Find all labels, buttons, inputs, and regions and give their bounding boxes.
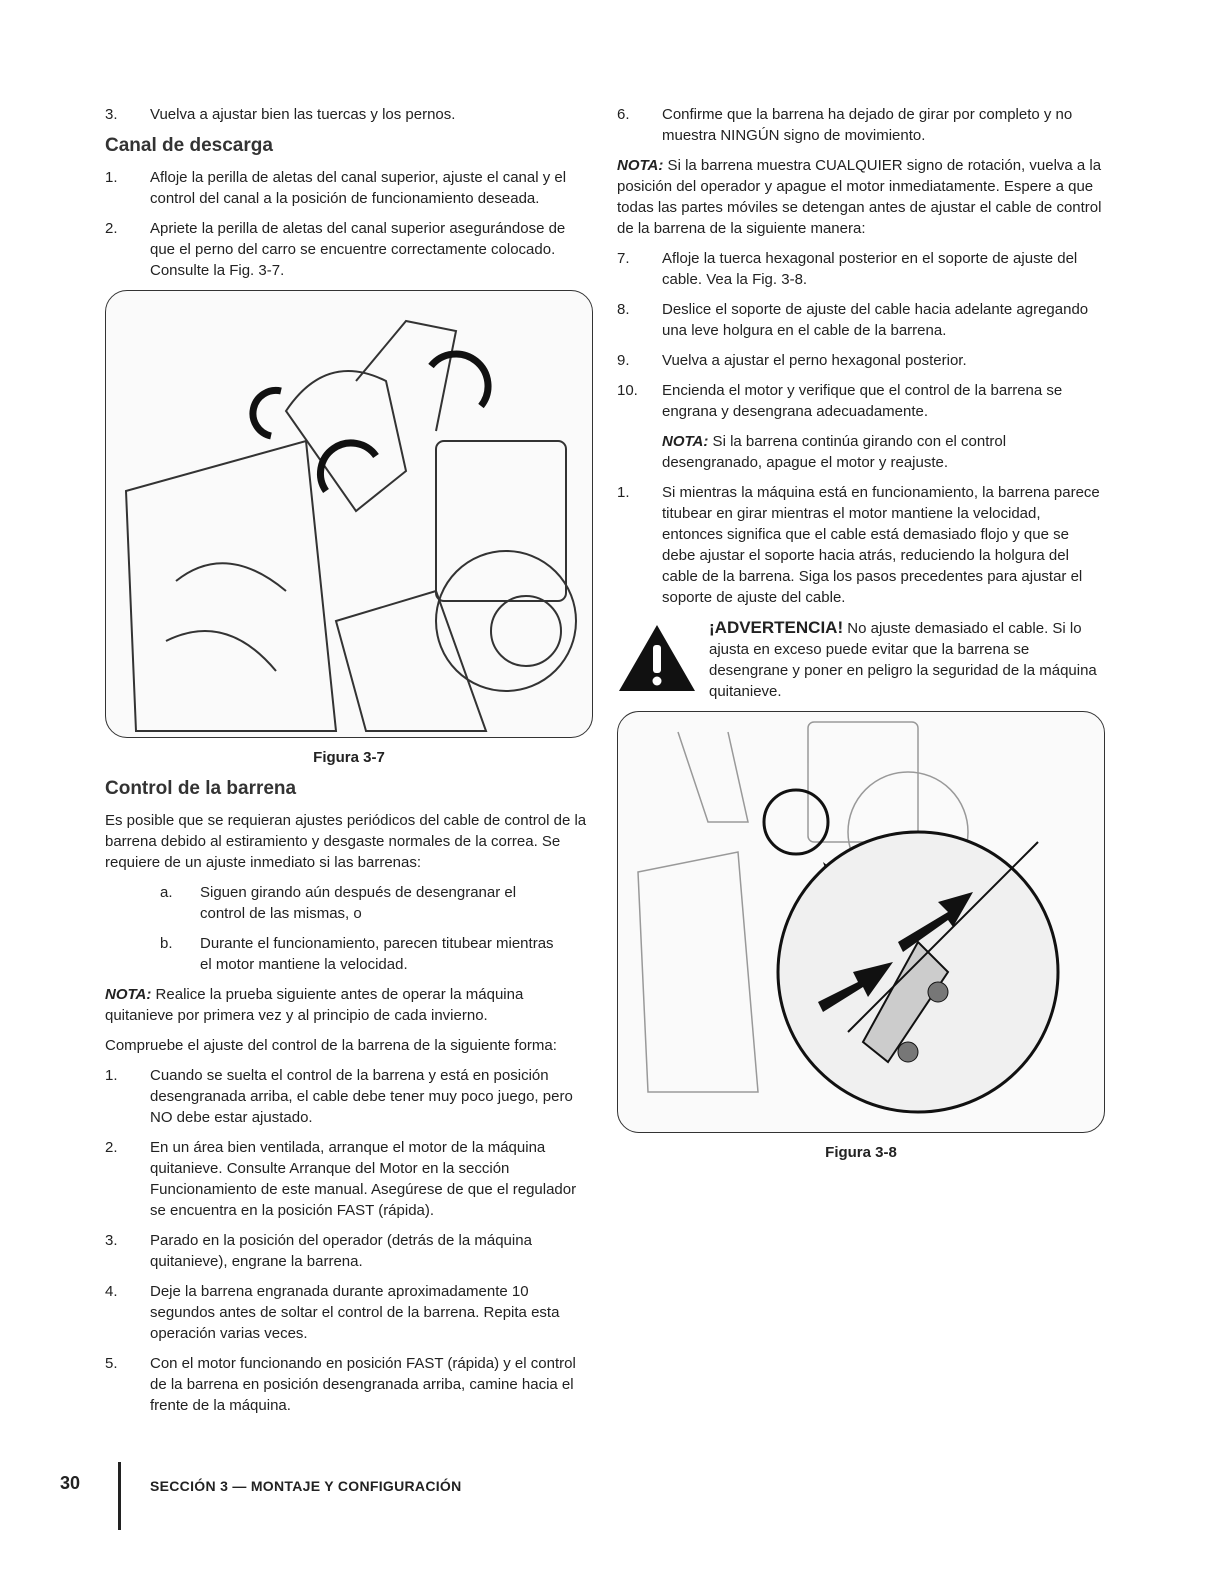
item-number: 3. <box>105 1232 118 1249</box>
note-paragraph <box>617 155 1105 239</box>
item-number: 1. <box>617 484 630 501</box>
list-item <box>105 167 593 209</box>
figure-caption: Figura 3-7 <box>313 749 385 766</box>
list-item <box>105 1065 593 1128</box>
left-column <box>105 104 593 1425</box>
item-number: 2. <box>105 1139 118 1156</box>
warning-box <box>617 617 1105 702</box>
warning-body: No ajuste demasiado el cable. Si lo ajusta en exceso puede evitar que la barrena se desengrane y poner en peligro la seguridad de la máquina quitanieve. <box>709 620 1097 700</box>
item-number: 3. <box>105 106 118 123</box>
item-text: Encienda el motor y verifique que el control de la barrena se engrana y desengrana adecuadamente. <box>662 382 1063 420</box>
list-item <box>105 218 593 281</box>
cable-adjustment-bracket-illustration <box>618 712 1104 1132</box>
list-item <box>617 104 1105 146</box>
figure-caption: Figura 3-8 <box>825 1144 897 1161</box>
note-text: Realice la prueba siguiente antes de operar la máquina quitanieve por primera vez y al principio de cada invierno. <box>105 986 524 1024</box>
check-paragraph: Compruebe el ajuste del control de la barrena de la siguiente forma: <box>105 1037 557 1054</box>
list-item <box>160 882 560 924</box>
item-text: Vuelva a ajustar el perno hexagonal posterior. <box>662 352 967 369</box>
footer-divider <box>118 1462 121 1530</box>
item-text: Apriete la perilla de aletas del canal superior asegurándose de que el perno del carro se encuentre correctamente colocado. Consulte la Fig. 3-7. <box>150 220 566 279</box>
item-number: 5. <box>105 1355 118 1372</box>
intro-paragraph: Es posible que se requieran ajustes periódicos del cable de control de la barrena debido al estiramiento y desgaste normales de la correa. Se requiere de un ajuste inmediato si las barrenas: <box>105 812 587 871</box>
item-number: 4. <box>105 1283 118 1300</box>
warning-triangle-icon <box>617 623 697 693</box>
item-text: Si mientras la máquina está en funcionamiento, la barrena parece titubear en girar mientras el motor mantiene la velocidad, entonces significa que el cable está demasiado flojo y que se debe ajustar el soporte hacia atrás, reduciendo la holgura del cable de la barrena. Siga los pasos precedentes para ajustar el soporte de ajuste del cable. <box>662 484 1100 606</box>
list-item <box>105 1137 593 1221</box>
item-text: Durante el funcionamiento, parecen titubear mientras el motor mantiene la velocidad. <box>200 935 554 973</box>
item-number: 2. <box>105 220 118 237</box>
note-text: Si la barrena continúa girando con el control desengranado, apague el motor y reajuste. <box>662 433 1007 471</box>
item-number: a. <box>160 884 173 901</box>
warning-text <box>709 617 1099 702</box>
section-heading-control: Control de la barrena <box>105 778 297 799</box>
item-text: Deslice el soporte de ajuste del cable hacia adelante agregando una leve holgura en el cable de la barrena. <box>662 301 1089 339</box>
list-item <box>160 933 560 975</box>
snowblower-chute-illustration <box>106 291 592 737</box>
section-heading-canal: Canal de descarga <box>105 135 273 156</box>
item-text: Con el motor funcionando en posición FAST (rápida) y el control de la barrena en posición desengranada arriba, camine hacia el frente de la máquina. <box>150 1355 576 1414</box>
figure-3-8-illustration <box>617 711 1105 1133</box>
item-text: Confirme que la barrena ha dejado de girar por completo y no muestra NINGÚN signo de movimiento. <box>662 106 1073 144</box>
item-number: 1. <box>105 169 118 186</box>
list-item <box>617 248 1105 290</box>
list-item <box>617 482 1105 608</box>
item-text: Deje la barrena engranada durante aproximadamente 10 segundos antes de soltar el control de la barrena. Repita esta operación varias veces. <box>150 1283 560 1342</box>
item-text: Cuando se suelta el control de la barrena y está en posición desengranada arriba, el cable debe tener muy poco juego, pero NO debe estar ajustado. <box>150 1067 573 1126</box>
item-number: 7. <box>617 250 630 267</box>
note-paragraph <box>662 431 1105 473</box>
item-number: 6. <box>617 106 630 123</box>
item-text: En un área bien ventilada, arranque el motor de la máquina quitanieve. Consulte Arranque del Motor en la sección Funcionamiento de este manual. Asegúrese de que el regulador se encuentra en la posición FAST (rápida). <box>150 1139 577 1219</box>
note-label: NOTA: <box>617 157 664 174</box>
list-item <box>617 299 1105 341</box>
section-footer: SECCIÓN 3 — MONTAJE Y CONFIGURACIÓN <box>150 1478 462 1494</box>
item-text: Afloje la perilla de aletas del canal superior, ajuste el canal y el control del canal a la posición de funcionamiento deseada. <box>150 169 567 207</box>
item-text: Vuelva a ajustar bien las tuercas y los pernos. <box>150 106 456 123</box>
warning-label: ¡ADVERTENCIA! <box>709 618 844 637</box>
note-paragraph <box>105 984 593 1026</box>
item-text: Siguen girando aún después de desengranar el control de las mismas, o <box>200 884 517 922</box>
note-label: NOTA: <box>105 986 152 1003</box>
list-item <box>105 104 593 125</box>
item-number: 10. <box>617 382 638 399</box>
list-item <box>105 1230 593 1272</box>
right-column <box>617 104 1105 1172</box>
list-item <box>105 1353 593 1416</box>
item-text: Afloje la tuerca hexagonal posterior en el soporte de ajuste del cable. Vea la Fig. 3-8. <box>662 250 1078 288</box>
list-item <box>617 380 1105 422</box>
item-number: 9. <box>617 352 630 369</box>
note-label: NOTA: <box>662 433 709 450</box>
list-item <box>617 350 1105 371</box>
item-number: b. <box>160 935 173 952</box>
list-item <box>105 1281 593 1344</box>
item-number: 8. <box>617 301 630 318</box>
figure-3-7-illustration <box>105 290 593 738</box>
page-number: 30 <box>60 1473 81 1493</box>
item-number: 1. <box>105 1067 118 1084</box>
item-text: Parado en la posición del operador (detrás de la máquina quitanieve), engrane la barrena. <box>150 1232 532 1270</box>
note-text: Si la barrena muestra CUALQUIER signo de rotación, vuelva a la posición del operador y apague el motor inmediatamente. Espere a que todas las partes móviles se detengan antes de ajustar el cable de control de la barrena de la siguiente manera: <box>617 157 1102 237</box>
